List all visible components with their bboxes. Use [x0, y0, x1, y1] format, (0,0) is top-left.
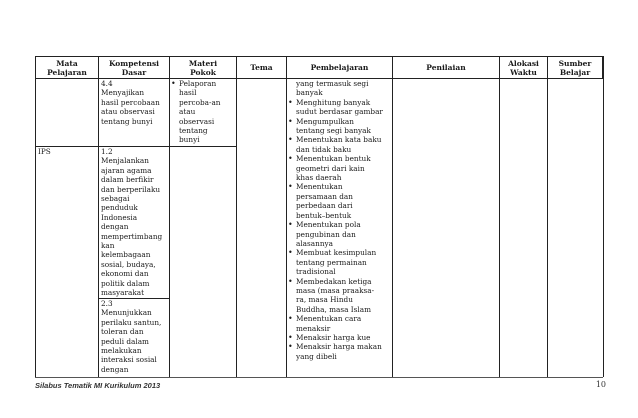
pembelajaran-item: • Membedakan ketiga masa (masa praaksa- ra, masa Hindu Buddha, masa Islam [287, 277, 391, 315]
pembelajaran-item: • Menaksir harga makan yang dibeli [287, 342, 391, 361]
col-line [499, 78, 500, 377]
pembelajaran-item: • Menentukan pola pengubinan dan alasannya [287, 220, 391, 248]
header-materi-pokok-label: Materi Pokok [188, 58, 218, 77]
header-kompetensi-dasar [98, 56, 169, 78]
header-pembelajaran-label: Pembelajaran [310, 63, 369, 72]
pembelajaran-item: • Menentukan kata baku dan tidak baku [287, 135, 391, 154]
header-penilaian [392, 56, 499, 78]
row3-kompetensi: 2.3 Menunjukkan perilaku santun, toleran dan peduli dalam melakukan interaksi sosial dengan [101, 299, 162, 374]
materi-item: • Pelaporan hasil percoba-an atau observasi tentang bunyi [170, 79, 234, 145]
row1-materi [170, 79, 234, 145]
pembelajaran-item: • Menghitung banyak sudut berdasar gambar [287, 98, 391, 117]
pembelajaran-item: • Membuat kesimpulan tentang permainan tradisional [287, 248, 391, 276]
pembelajaran-item: • Menaksir harga kue [287, 333, 391, 342]
col-line [236, 78, 237, 377]
header-mata-pelajaran-label: Mata Pelajaran [47, 58, 87, 77]
header-tema-label: Tema [250, 63, 273, 72]
pembelajaran-list [287, 78, 391, 361]
header-tema [236, 56, 286, 78]
header-kompetensi-dasar-label: Kompetensi Dasar [108, 58, 160, 77]
pembelajaran-item: • Menentukan persamaan dan perbedaan dari bentuk–bentuk [287, 182, 391, 220]
header-sumber-belajar [547, 56, 603, 78]
row2-kompetensi: 1.2 Menjalankan ajaran agama dalam berfikir dan berperilaku sebagai penduduk Indonesia dengan mempertimbang kan kelembagaan sosial, budaya, ekonomi dan politik dalam masyarakat [101, 147, 163, 298]
header-alokasi-waktu-label: Alokasi Waktu [508, 58, 539, 77]
header-sumber-belajar-label: Sumber Belajar [558, 58, 592, 77]
header-mata-pelajaran [35, 56, 98, 78]
col-line [392, 78, 393, 377]
header-penilaian-label: Penilaian [426, 63, 466, 72]
pembelajaran-item: • Menentukan bentuk geometri dari kain khas daerah [287, 154, 391, 182]
footer-title: Silabus Tematik MI Kurikulum 2013 [35, 381, 161, 390]
header-materi-pokok [169, 56, 236, 78]
pembelajaran-intro: yang termasuk segi banyak [296, 79, 369, 98]
pembelajaran-item: • Mengumpulkan tentang segi banyak [287, 117, 391, 136]
row1-kompetensi: 4.4 Menyajikan hasil percobaan atau observasi tentang bunyi [101, 79, 160, 126]
col-line [603, 56, 604, 377]
footer-rule [35, 377, 603, 378]
page-number: 10 [595, 380, 606, 389]
col-line [35, 78, 36, 377]
header-pembelajaran [286, 56, 392, 78]
header-alokasi-waktu [499, 56, 547, 78]
row2-mata-pelajaran: IPS [38, 147, 51, 156]
pembelajaran-item: • Menentukan cara menaksir [287, 314, 391, 333]
col-line [547, 78, 548, 377]
